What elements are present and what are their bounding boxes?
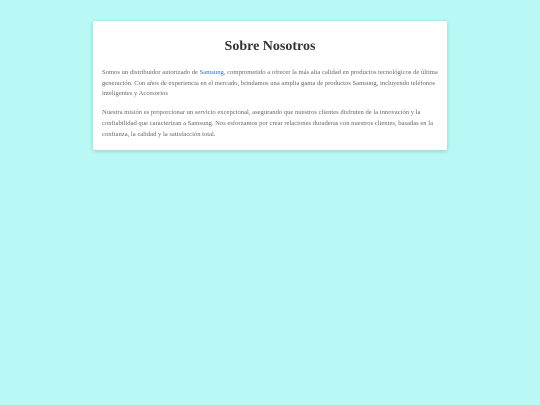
samsung-link[interactable]: Samsung: [199, 69, 224, 76]
about-card: [93, 21, 447, 150]
paragraph-1-text-before: Somos un distribuidor autorizado de: [102, 69, 200, 76]
about-paragraph-2: Nuestra misión es proporcionar un servicio excepcional, asegurando que nuestros clientes disfruten de la innovación y la confiabilidad que caracterizan a Samsung. Nos esforzamos por crear relaciones duraderas con nuestros clientes, basadas en la confianza, la calidad y la satisfacción total.: [102, 109, 434, 138]
paragraph-1-text-after: , comprometido a ofrecer la más alta calidad en productos tecnológicos de última generación. Con años de experiencia en el mercado, brindamos una amplia gama de productos Samsung, incluyendo teléfonos inteligentes y Accesorios: [102, 69, 438, 98]
page-title: Sobre Nosotros: [224, 39, 316, 54]
about-paragraph-1: [102, 68, 438, 100]
